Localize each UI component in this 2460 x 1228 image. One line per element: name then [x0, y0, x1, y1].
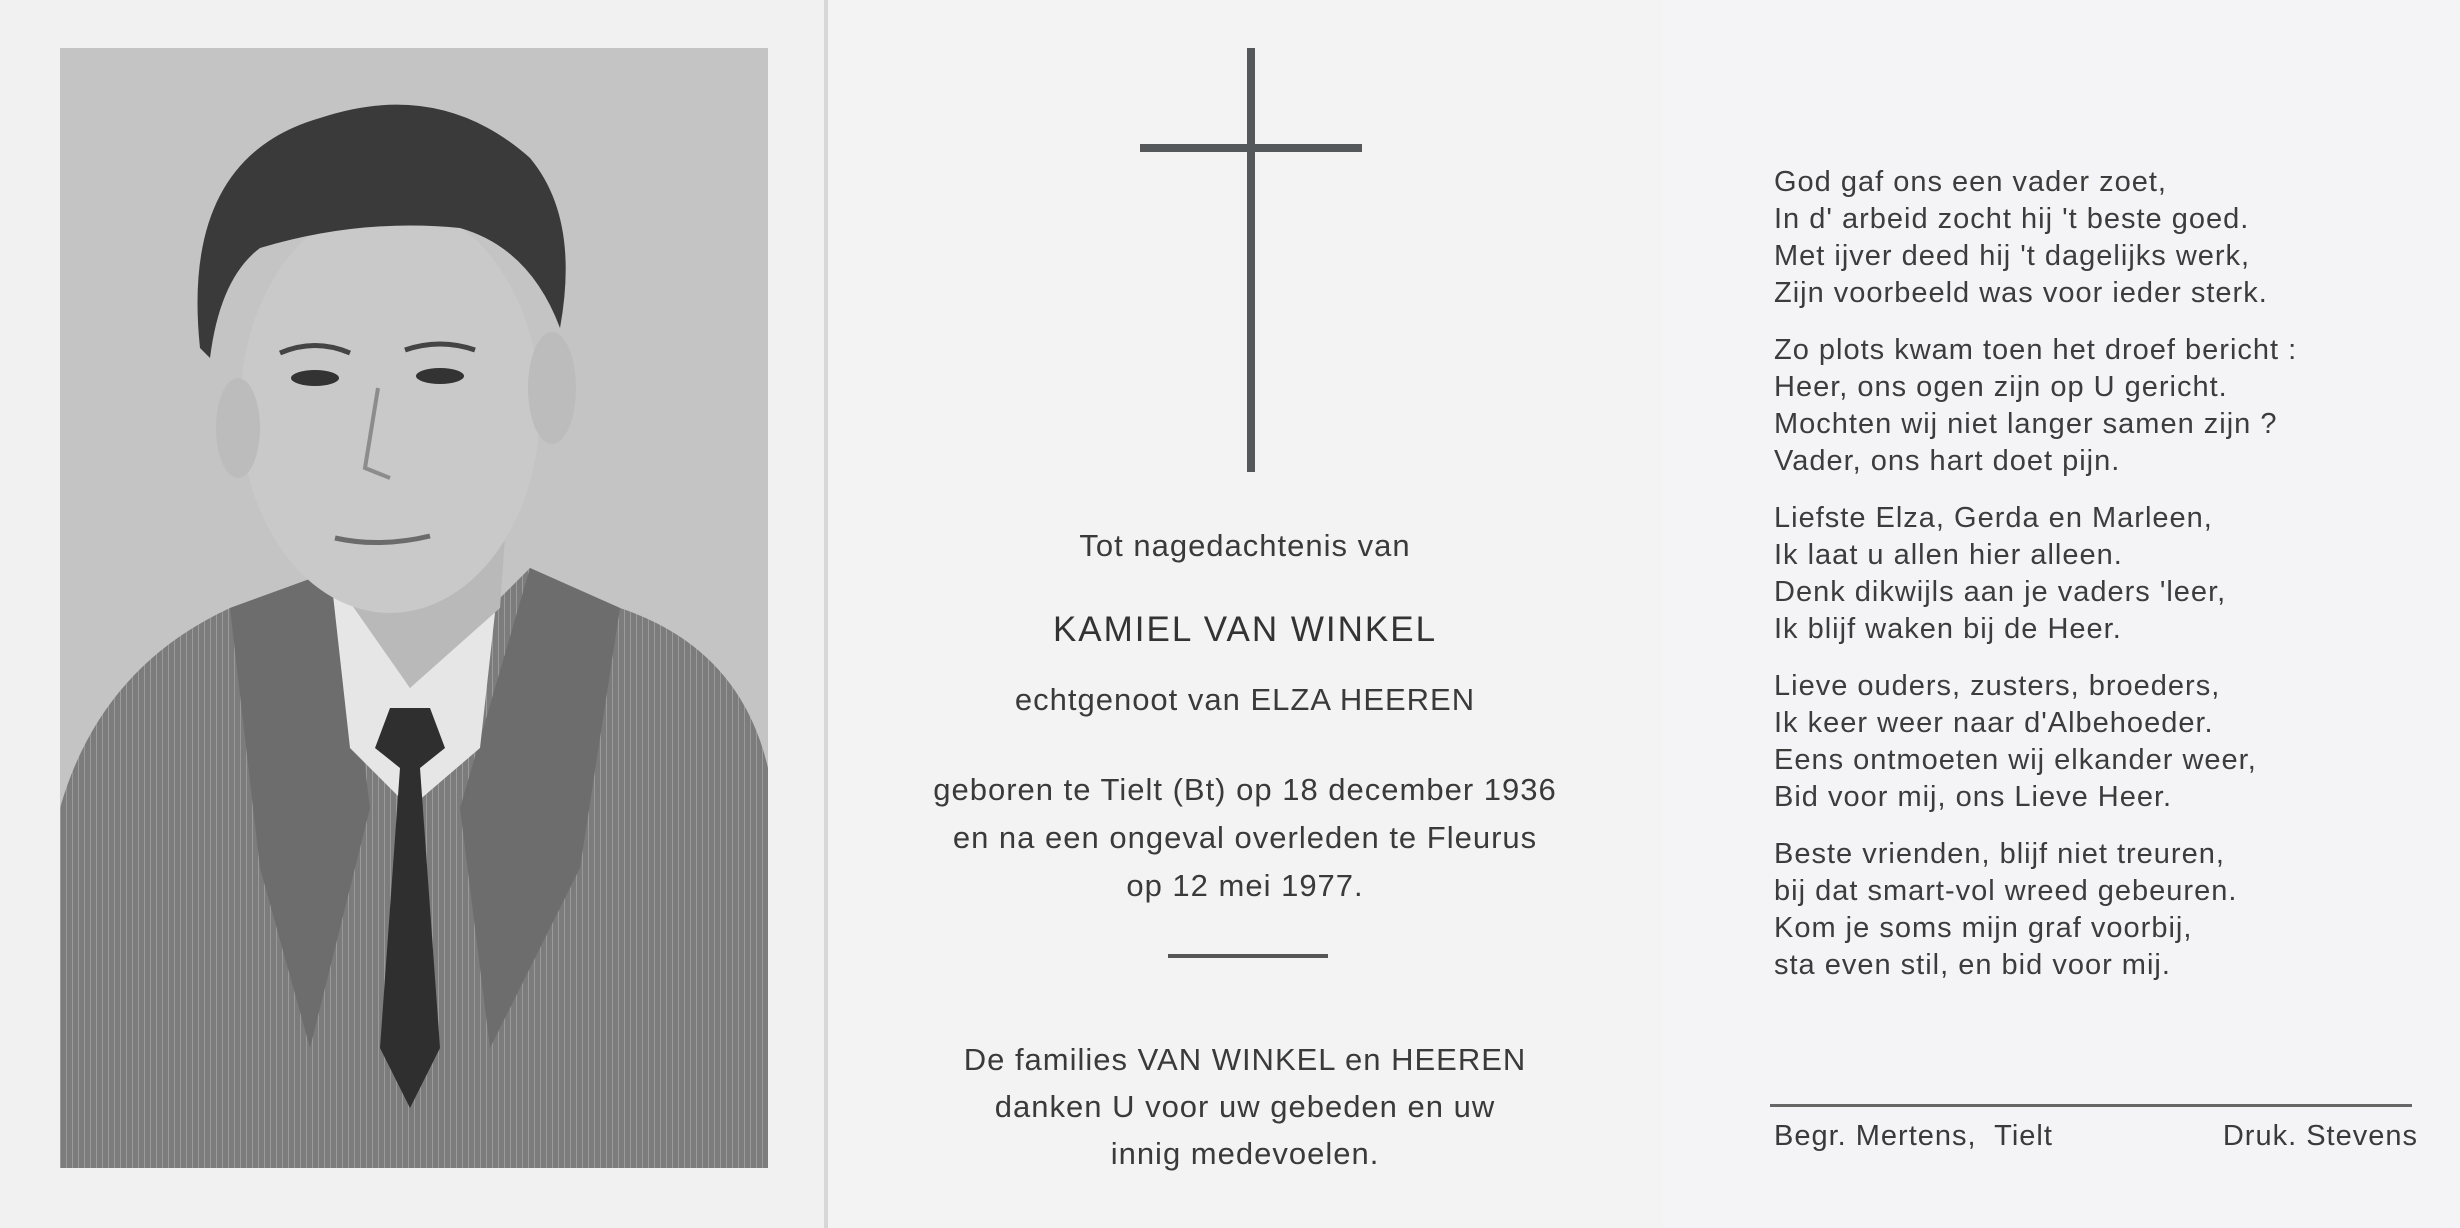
photo-panel — [0, 0, 824, 1228]
poem-line: Met ijver deed hij 't dagelijks werk, — [1774, 240, 2251, 272]
poem — [1774, 164, 2297, 1004]
poem-line: God gaf ons een vader zoet, — [1774, 166, 2167, 198]
deceased-name: KAMIEL VAN WINKEL — [1052, 610, 1438, 649]
center-panel — [828, 0, 1662, 1228]
undertaker-credit: Begr. Mertens, Tielt — [1774, 1120, 2053, 1152]
spouse-line: echtgenoot van ELZA HEEREN — [1014, 682, 1476, 717]
poem-line: Beste vrienden, blijf niet treuren, — [1774, 838, 2225, 870]
portrait-photo — [60, 48, 768, 1168]
poem-stanza — [1774, 164, 2297, 312]
thanks-line: danken U voor uw gebeden en uw — [994, 1089, 1496, 1124]
printer-credit: Druk. Stevens — [2222, 1120, 2418, 1152]
poem-panel — [1662, 0, 2460, 1228]
death-date-line: op 12 mei 1977. — [1126, 868, 1364, 903]
memory-line: Tot nagedachtenis van — [1079, 528, 1411, 563]
death-line: en na een ongeval overleden te Fleurus — [952, 820, 1538, 855]
footer-rule — [1770, 1104, 2412, 1107]
poem-line: Zo plots kwam toen het droef bericht : — [1774, 334, 2298, 366]
poem-stanza — [1774, 836, 2297, 984]
birth-line: geboren te Tielt (Bt) op 18 december 1936 — [933, 772, 1557, 807]
poem-line: bij dat smart-vol wreed gebeuren. — [1774, 875, 2238, 907]
poem-line: Bid voor mij, ons Lieve Heer. — [1774, 781, 2173, 813]
poem-line: Eens ontmoeten wij elkander weer, — [1774, 744, 2257, 776]
thanks-block — [828, 1036, 1662, 1177]
poem-line: Ik laat u allen hier alleen. — [1774, 539, 2123, 571]
birth-death-details — [828, 766, 1662, 910]
poem-line: Denk dikwijls aan je vaders 'leer, — [1774, 576, 2227, 608]
poem-line: Mochten wij niet langer samen zijn ? — [1774, 408, 2278, 440]
poem-line: Ik blijf waken bij de Heer. — [1774, 613, 2122, 645]
poem-line: In d' arbeid zocht hij 't beste goed. — [1774, 203, 2250, 235]
poem-line: Zijn voorbeeld was voor ieder sterk. — [1774, 277, 2268, 309]
poem-stanza — [1774, 332, 2297, 480]
poem-stanza — [1774, 668, 2297, 816]
poem-stanza — [1774, 500, 2297, 648]
poem-line: Vader, ons hart doet pijn. — [1774, 445, 2121, 477]
poem-line: Heer, ons ogen zijn op U gericht. — [1774, 371, 2228, 403]
cross-icon — [1247, 48, 1255, 472]
thanks-line: innig medevoelen. — [1110, 1136, 1380, 1171]
poem-line: Ik keer weer naar d'Albehoeder. — [1774, 707, 2214, 739]
poem-line: Liefste Elza, Gerda en Marleen, — [1774, 502, 2213, 534]
thanks-line: De families VAN WINKEL en HEEREN — [963, 1042, 1527, 1077]
poem-line: Kom je soms mijn graf voorbij, — [1774, 912, 2193, 944]
poem-line: sta even stil, en bid voor mij. — [1774, 949, 2171, 981]
divider — [1168, 954, 1328, 958]
cross-bar — [1140, 144, 1362, 152]
portrait-illustration — [60, 48, 768, 1168]
poem-line: Lieve ouders, zusters, broeders, — [1774, 670, 2221, 702]
